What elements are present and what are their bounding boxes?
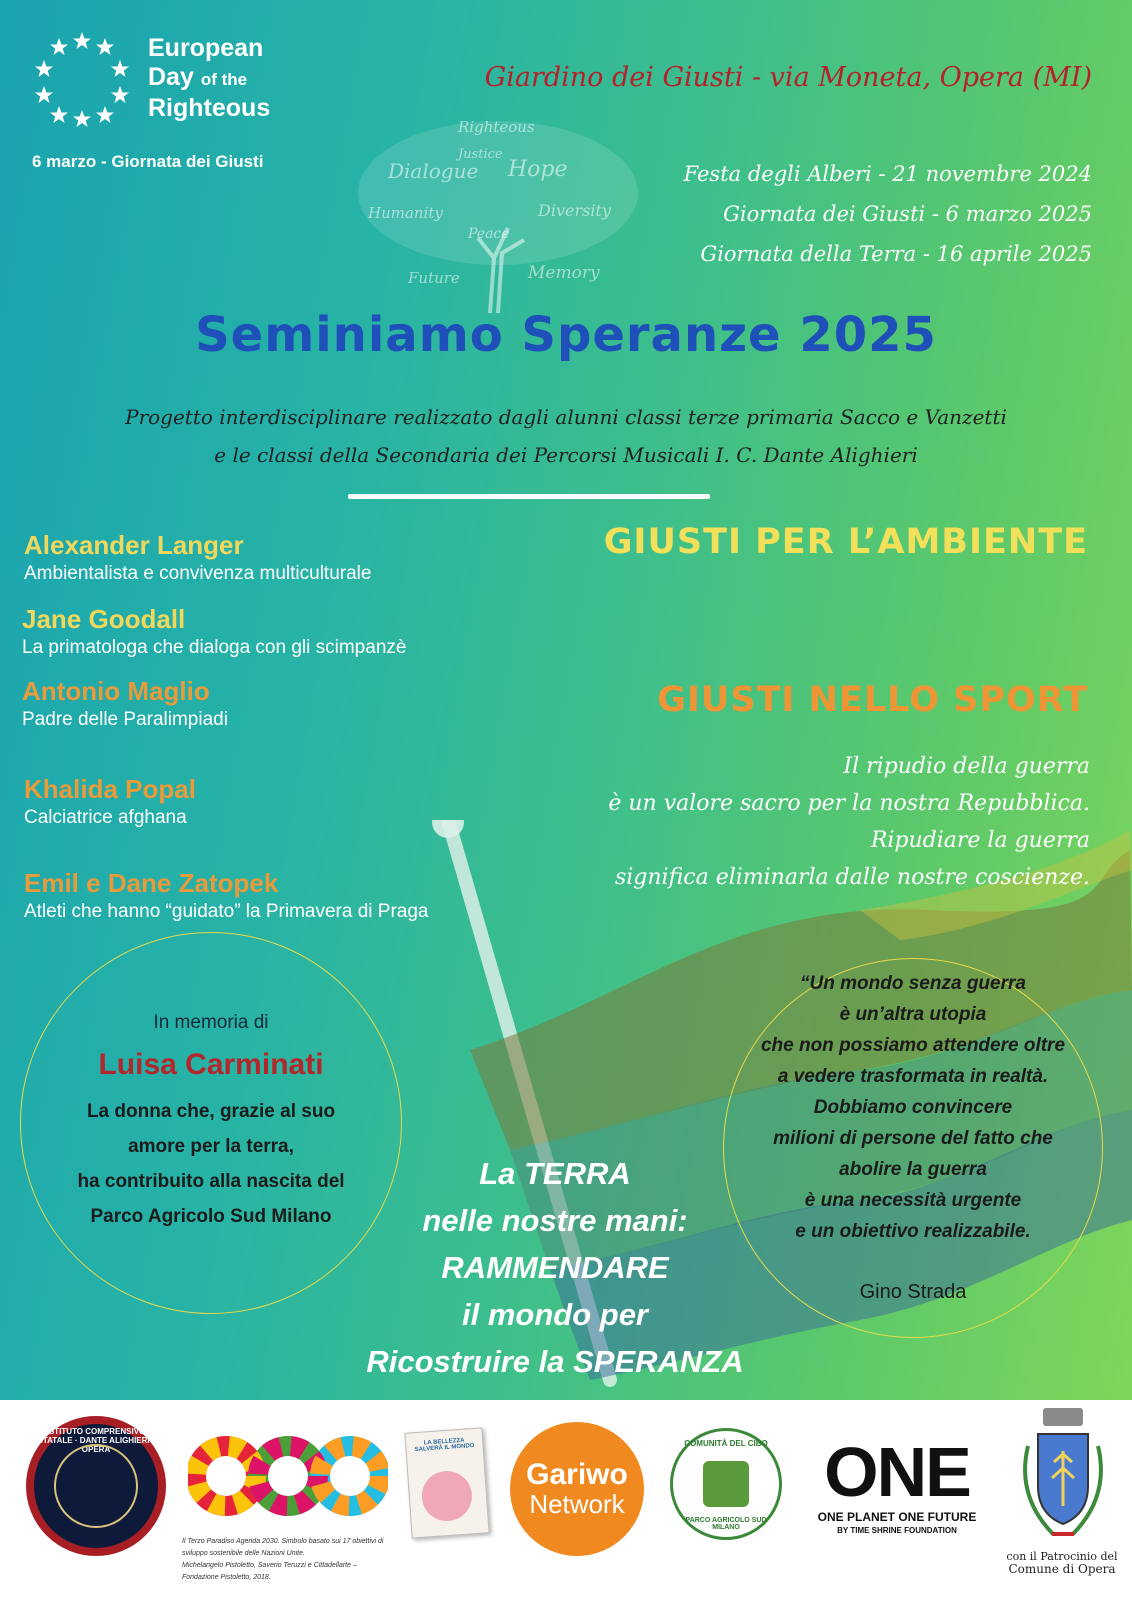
patrocinio-line: con il Patrocinio del (1006, 1550, 1118, 1563)
book-title: LA BELLEZZA SALVERÀ IL MONDO (414, 1437, 475, 1454)
book-cover-logo (404, 1427, 489, 1538)
tree-word: Righteous (458, 118, 535, 136)
terra-slogan (355, 1150, 755, 1385)
memory-text (77, 1094, 344, 1234)
person-name: Alexander Langer (24, 530, 244, 560)
project-line-1: Progetto interdisciplinare realizzato dagli alunni classi terze primaria Sacco e Vanzetti (125, 405, 1007, 429)
edr-title (148, 34, 270, 123)
school-logo-text: ISTITUTO COMPRENSIVO STATALE · DANTE ALIGHIERI · OPERA (37, 1427, 155, 1454)
caption-line: Il Terzo Paradiso Agenda 2030. Simbolo basato sui 17 obiettivi di (182, 1538, 384, 1545)
strada-line: è un’altra utopia (839, 1004, 987, 1025)
cibo-bottom-text: PARCO AGRICOLO SUD MILANO (685, 1517, 767, 1531)
memory-line: La donna che, grazie al suo (86, 1101, 336, 1122)
memory-name: Luisa Carminati (98, 1048, 324, 1081)
person-antonio-maglio (22, 676, 522, 731)
strada-quote-circle (723, 958, 1103, 1338)
caption-line: sviluppo sostenibile delle Nazioni Unite. (182, 1550, 305, 1557)
person-name: Jane Goodall (22, 604, 186, 634)
date-giornata-giusti: Giornata dei Giusti - 6 marzo 2025 (723, 202, 1092, 226)
project-description (0, 398, 1132, 474)
strada-author: Gino Strada (859, 1281, 967, 1303)
edr-line2-day: Day (148, 63, 194, 91)
memory-circle (20, 932, 402, 1314)
one-word: ONE (824, 1433, 970, 1511)
terzo-paradiso-agenda-logo (188, 1426, 388, 1526)
person-desc: Atleti che hanno “guidato” la Primavera di Praga (24, 901, 429, 922)
gariwo-network-logo (510, 1422, 644, 1556)
strada-line: milioni di persone del fatto che (773, 1128, 1053, 1149)
slogan-line: La TERRA (479, 1156, 631, 1191)
strada-quote (761, 968, 1065, 1247)
person-name: Khalida Popal (24, 774, 196, 804)
divider (348, 494, 710, 499)
person-desc: Padre delle Paralimpiadi (22, 709, 228, 730)
european-day-righteous-logo (32, 28, 302, 128)
strada-line: a vedere trasformata in realtà. (777, 1066, 1049, 1087)
agenda-caption (182, 1536, 402, 1584)
gariwo-word: Gariwo (526, 1458, 628, 1491)
slogan-line: RAMMENDARE (441, 1250, 669, 1285)
quote-line: è un valore sacro per la nostra Repubblica. (608, 791, 1090, 816)
school-logo (26, 1416, 166, 1556)
one-planet-logo (802, 1433, 992, 1536)
tree-word: Dialogue (388, 159, 479, 183)
memory-line: amore per la terra, (128, 1136, 294, 1157)
person-khalida-popal (24, 774, 524, 829)
gariwo-network-word: Network (529, 1489, 625, 1519)
strada-line: “Un mondo senza guerra (800, 973, 1026, 994)
farm-field-icon (703, 1461, 749, 1507)
person-desc: La primatologa che dialoga con gli scimpanzè (22, 637, 407, 658)
strada-line: e un obiettivo realizzabile. (795, 1221, 1031, 1242)
person-name: Antonio Maglio (22, 676, 210, 706)
quote-line: Il ripudio della guerra (843, 754, 1090, 779)
edr-line2 (148, 63, 270, 94)
partner-logos (0, 1400, 1132, 1600)
one-planet-tagline: ONE PLANET ONE FUTURE (817, 1510, 977, 1524)
school-emblem-icon (54, 1444, 138, 1528)
comune-opera-crest-icon (1008, 1406, 1118, 1546)
slogan-line: nelle nostre mani: (422, 1203, 688, 1238)
memory-line: Parco Agricolo Sud Milano (90, 1206, 332, 1227)
strada-line: abolire la guerra (839, 1159, 987, 1180)
comunita-del-cibo-logo (670, 1428, 782, 1540)
book-illustration-icon (420, 1469, 473, 1522)
person-zatopek (24, 868, 524, 923)
person-name: Emil e Dane Zatopek (24, 868, 279, 898)
date-giornata-terra: Giornata della Terra - 16 aprile 2025 (700, 242, 1092, 266)
person-jane-goodall (22, 604, 522, 659)
tree-word: Justice (458, 147, 503, 162)
quote-line: Ripudiare la guerra (870, 828, 1090, 853)
comune-patrocinio (998, 1550, 1126, 1576)
edr-subtitle: 6 marzo - Giornata dei Giusti (32, 152, 264, 171)
strada-line: Dobbiamo convincere (813, 1097, 1013, 1118)
date-festa-alberi: Festa degli Alberi - 21 novembre 2024 (683, 162, 1092, 186)
tree-word: Future (408, 269, 460, 287)
main-title: Seminiamo Speranze 2025 (195, 307, 937, 363)
tree-word: Diversity (538, 201, 611, 220)
edr-line2-ofthe: of the (200, 70, 248, 89)
heading-giusti-sport: GIUSTI NELLO SPORT (657, 680, 1088, 720)
tree-word: Humanity (368, 204, 443, 222)
caption-line: Michelangelo Pistoletto, Saverio Teruzzi e Cittadellarte – (182, 1562, 357, 1569)
event-dates (684, 154, 1092, 274)
comune-name: Comune di Opera (1008, 1562, 1116, 1576)
person-desc: Ambientalista e convivenza multiculturale (24, 563, 372, 584)
word-tree-illustration (348, 108, 648, 318)
strada-line: è una necessità urgente (804, 1190, 1022, 1211)
venue: Giardino dei Giusti - via Moneta, Opera (MI) (484, 62, 1092, 93)
constitution-quote (608, 748, 1090, 896)
eu-stars-icon (32, 28, 132, 128)
cibo-top-text: COMUNITÀ DEL CIBO (684, 1439, 768, 1448)
slogan-line: Ricostruire la SPERANZA (366, 1344, 744, 1379)
person-alexander-langer (24, 530, 524, 585)
edr-line1: European (148, 34, 264, 62)
memory-intro: In memoria di (153, 1012, 269, 1033)
tree-word: Hope (508, 157, 568, 182)
strada-line: che non possiamo attendere oltre (760, 1035, 1066, 1056)
tree-word: Peace (468, 226, 510, 242)
quote-line: significa eliminarla dalle nostre coscienze. (614, 865, 1090, 890)
edr-line3: Righteous (148, 94, 271, 122)
tree-word: Memory (528, 263, 600, 283)
person-desc: Calciatrice afghana (24, 807, 187, 828)
memory-line: ha contribuito alla nascita del (77, 1171, 345, 1192)
caption-line: Fondazione Pistoletto, 2018. (182, 1574, 271, 1581)
slogan-line: il mondo per (462, 1297, 648, 1332)
project-line-2: e le classi della Secondaria dei Percorsi Musicali I. C. Dante Alighieri (214, 443, 918, 467)
one-foundation-tagline: BY TIME SHRINE FOUNDATION (837, 1526, 957, 1535)
heading-giusti-ambiente: GIUSTI PER L’AMBIENTE (603, 522, 1088, 562)
